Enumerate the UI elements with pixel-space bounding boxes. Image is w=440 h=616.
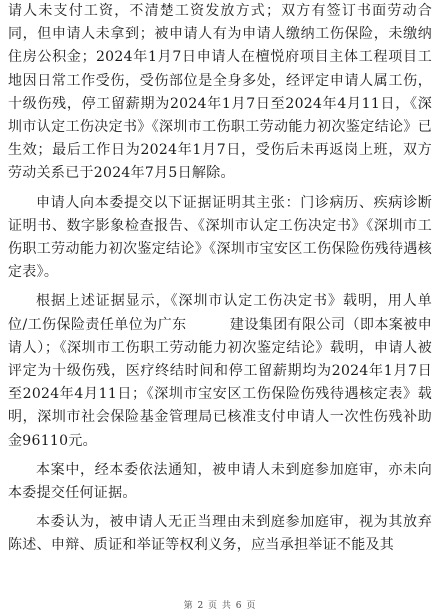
paragraph-2: 申请人向本委提交以下证据证明其主张：门诊病历、疾病诊断证明书、数字影象检查报告、《深圳市认定工伤决定书》《深圳市工伤职工劳动能力初次鉴定结论》《深圳市宝安区工伤保险伤残待遇核定表》。 bbox=[8, 194, 432, 281]
paragraph-4: 本案中，经本委依法通知，被申请人未到庭参加庭审，亦未向本委提交任何证据。 bbox=[8, 461, 432, 502]
paragraph-5: 本委认为，被申请人无正当理由未到庭参加庭审，视为其放弃陈述、申辩、质证和举证等权利义务，应当承担举证不能及其 bbox=[8, 514, 432, 554]
paragraph-1: 请人未支付工资，不清楚工资发放方式；双方有签订书面劳动合同，但申请人未拿到；被申请人有为申请人缴纳工伤保险，未缴纳住房公积金；2024年1月7日申请人在檀悦府项目主体工程项目工地因日常工作受伤，受伤部位是全身多处，经评定申请人属工伤，十级伤残，停工留薪期为2024年1月7日至2024年4月11日，《深圳市认定工伤决定书》《深圳市工伤职工劳动能力初次鉴定结论》已生效；最后工作日为2024年1月7日，受伤后未再返岗上班，双方劳动关系已于2024年7月5日解除。 bbox=[8, 3, 432, 182]
paragraph-3: 根据上述证据显示，《深圳市认定工伤决定书》载明，用人单位/工伤保险责任单位为广东 建设集团有限公司（即本案被申请人）；《深圳市工伤职工劳动能力初次鉴定结论》载明，申请人被评定为十级伤残，医疗终结时间和停工留薪期均为2024年1月7日至2024年4月11日；《深圳市宝安区工伤保险伤残待遇核定表》载明，深圳市社会保险基金管理局已核准支付申请人一次性伤残补助金96110元。 bbox=[8, 293, 432, 449]
document-body bbox=[8, 0, 432, 558]
page-number-footer: 第 2 页 共 6 页 bbox=[183, 601, 257, 611]
